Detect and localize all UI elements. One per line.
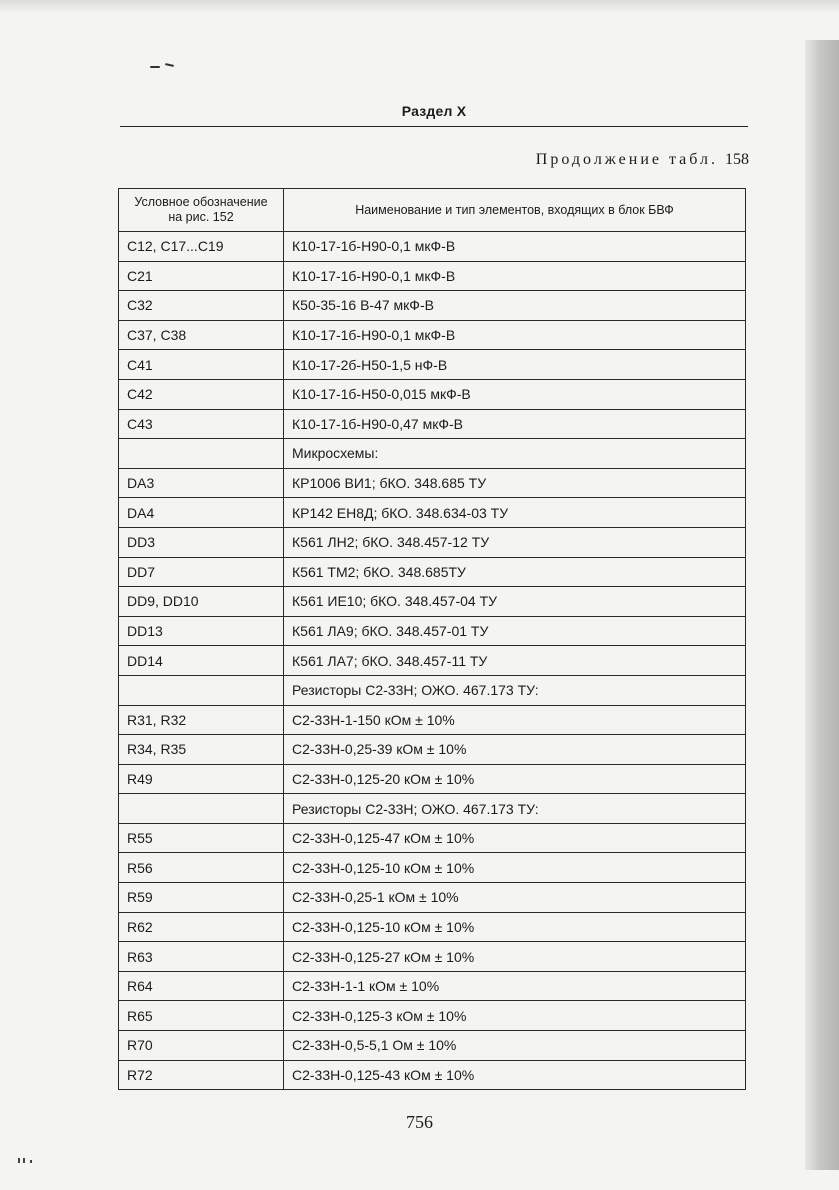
cell-designation: DD3	[119, 527, 284, 557]
cell-name-type: С2-33Н-0,125-20 кОм ± 10%	[284, 764, 746, 794]
cell-name-type: К561 ЛА9; бКО. 348.457-01 ТУ	[284, 616, 746, 646]
cell-group-heading: Микросхемы:	[284, 439, 746, 469]
components-table	[118, 188, 746, 1090]
scan-right-shadow	[805, 40, 839, 1170]
column-header-name-type: Наименование и тип элементов, входящих в блок БВФ	[284, 189, 746, 232]
cell-designation: C43	[119, 409, 284, 439]
table-row	[119, 794, 746, 824]
cell-designation: DA4	[119, 498, 284, 528]
cell-designation: R64	[119, 971, 284, 1001]
table-row	[119, 1060, 746, 1090]
ink-smudge	[150, 62, 180, 70]
cell-name-type: К561 ЛН2; бКО. 348.457-12 ТУ	[284, 527, 746, 557]
cell-designation: C12, C17...C19	[119, 232, 284, 262]
cell-name-type: С2-33Н-1-1 кОм ± 10%	[284, 971, 746, 1001]
cell-name-type: С2-33Н-0,125-27 кОм ± 10%	[284, 942, 746, 972]
cell-designation: C32	[119, 291, 284, 321]
cell-designation: C42	[119, 379, 284, 409]
cell-designation: R55	[119, 823, 284, 853]
cell-designation: R31, R32	[119, 705, 284, 735]
table-row	[119, 942, 746, 972]
cell-designation: R49	[119, 764, 284, 794]
column-header-designation: Условное обозначение на рис. 152	[119, 189, 284, 232]
cell-designation: C21	[119, 261, 284, 291]
cell-designation: DD9, DD10	[119, 587, 284, 617]
table-row	[119, 587, 746, 617]
table-row	[119, 853, 746, 883]
cell-group-heading: Резисторы С2-33Н; ОЖО. 467.173 ТУ:	[284, 794, 746, 824]
table-continuation-caption	[536, 151, 749, 169]
cell-name-type: К10-17-1б-Н90-0,1 мкФ-В	[284, 261, 746, 291]
cell-designation: C41	[119, 350, 284, 380]
cell-name-type: КР142 ЕН8Д; бКО. 348.634-03 ТУ	[284, 498, 746, 528]
table-row	[119, 261, 746, 291]
table-row	[119, 735, 746, 765]
cell-name-type: С2-33Н-0,125-43 кОм ± 10%	[284, 1060, 746, 1090]
table-row	[119, 232, 746, 262]
table-row	[119, 912, 746, 942]
cell-name-type: С2-33Н-0,5-5,1 Ом ± 10%	[284, 1031, 746, 1061]
cell-designation: R63	[119, 942, 284, 972]
cell-designation	[119, 675, 284, 705]
table-row	[119, 439, 746, 469]
table-header-row	[119, 189, 746, 232]
cell-designation: R65	[119, 1001, 284, 1031]
section-title: Раздел X	[401, 103, 467, 119]
cell-name-type: К561 ЛА7; бКО. 348.457-11 ТУ	[284, 646, 746, 676]
table-body	[119, 232, 746, 1090]
table-row	[119, 379, 746, 409]
cell-name-type: К10-17-1б-Н50-0,015 мкФ-В	[284, 379, 746, 409]
table-row	[119, 764, 746, 794]
cell-name-type: С2-33Н-1-150 кОм ± 10%	[284, 705, 746, 735]
cell-designation: R34, R35	[119, 735, 284, 765]
cell-name-type: С2-33Н-0,125-47 кОм ± 10%	[284, 823, 746, 853]
cell-group-heading: Резисторы С2-33Н; ОЖО. 467.173 ТУ:	[284, 675, 746, 705]
cell-designation: DA3	[119, 468, 284, 498]
table-row	[119, 1031, 746, 1061]
cell-designation: DD14	[119, 646, 284, 676]
cell-name-type: С2-33Н-0,125-10 кОм ± 10%	[284, 912, 746, 942]
cell-name-type: К50-35-16 В-47 мкФ-В	[284, 291, 746, 321]
cell-designation	[119, 439, 284, 469]
cell-name-type: К10-17-1б-Н90-0,1 мкФ-В	[284, 232, 746, 262]
table-row	[119, 616, 746, 646]
cell-name-type: К561 ИЕ10; бКО. 348.457-04 ТУ	[284, 587, 746, 617]
cell-designation: R59	[119, 883, 284, 913]
table-row	[119, 883, 746, 913]
table-row	[119, 468, 746, 498]
cell-name-type: С2-33Н-0,125-3 кОм ± 10%	[284, 1001, 746, 1031]
table-row	[119, 971, 746, 1001]
table-row	[119, 675, 746, 705]
table-number: 158	[725, 151, 749, 168]
cell-name-type: К10-17-1б-Н90-0,1 мкФ-В	[284, 320, 746, 350]
table-row	[119, 350, 746, 380]
page-number: 756	[406, 1112, 433, 1132]
table-row	[119, 498, 746, 528]
cell-name-type: С2-33Н-0,125-10 кОм ± 10%	[284, 853, 746, 883]
cell-designation: DD7	[119, 557, 284, 587]
cell-designation	[119, 794, 284, 824]
table-row	[119, 291, 746, 321]
table-row	[119, 527, 746, 557]
continuation-label: Продолжение табл.	[535, 151, 718, 168]
table-row	[119, 1001, 746, 1031]
scan-corner-mark	[18, 1158, 48, 1164]
table-row	[119, 823, 746, 853]
cell-name-type: К10-17-1б-Н90-0,47 мкФ-В	[284, 409, 746, 439]
cell-designation: R62	[119, 912, 284, 942]
cell-designation: R70	[119, 1031, 284, 1061]
cell-designation: C37, C38	[119, 320, 284, 350]
table-row	[119, 557, 746, 587]
cell-name-type: КР1006 ВИ1; бКО. 348.685 ТУ	[284, 468, 746, 498]
cell-name-type: К10-17-2б-Н50-1,5 нФ-В	[284, 350, 746, 380]
table-row	[119, 320, 746, 350]
header-rule	[120, 126, 748, 127]
cell-name-type: К561 ТМ2; бКО. 348.685ТУ	[284, 557, 746, 587]
cell-name-type: С2-33Н-0,25-1 кОм ± 10%	[284, 883, 746, 913]
scan-top-shadow	[0, 0, 839, 14]
table-row	[119, 409, 746, 439]
table-row	[119, 705, 746, 735]
cell-designation: R72	[119, 1060, 284, 1090]
cell-name-type: С2-33Н-0,25-39 кОм ± 10%	[284, 735, 746, 765]
table-row	[119, 646, 746, 676]
cell-designation: R56	[119, 853, 284, 883]
cell-designation: DD13	[119, 616, 284, 646]
